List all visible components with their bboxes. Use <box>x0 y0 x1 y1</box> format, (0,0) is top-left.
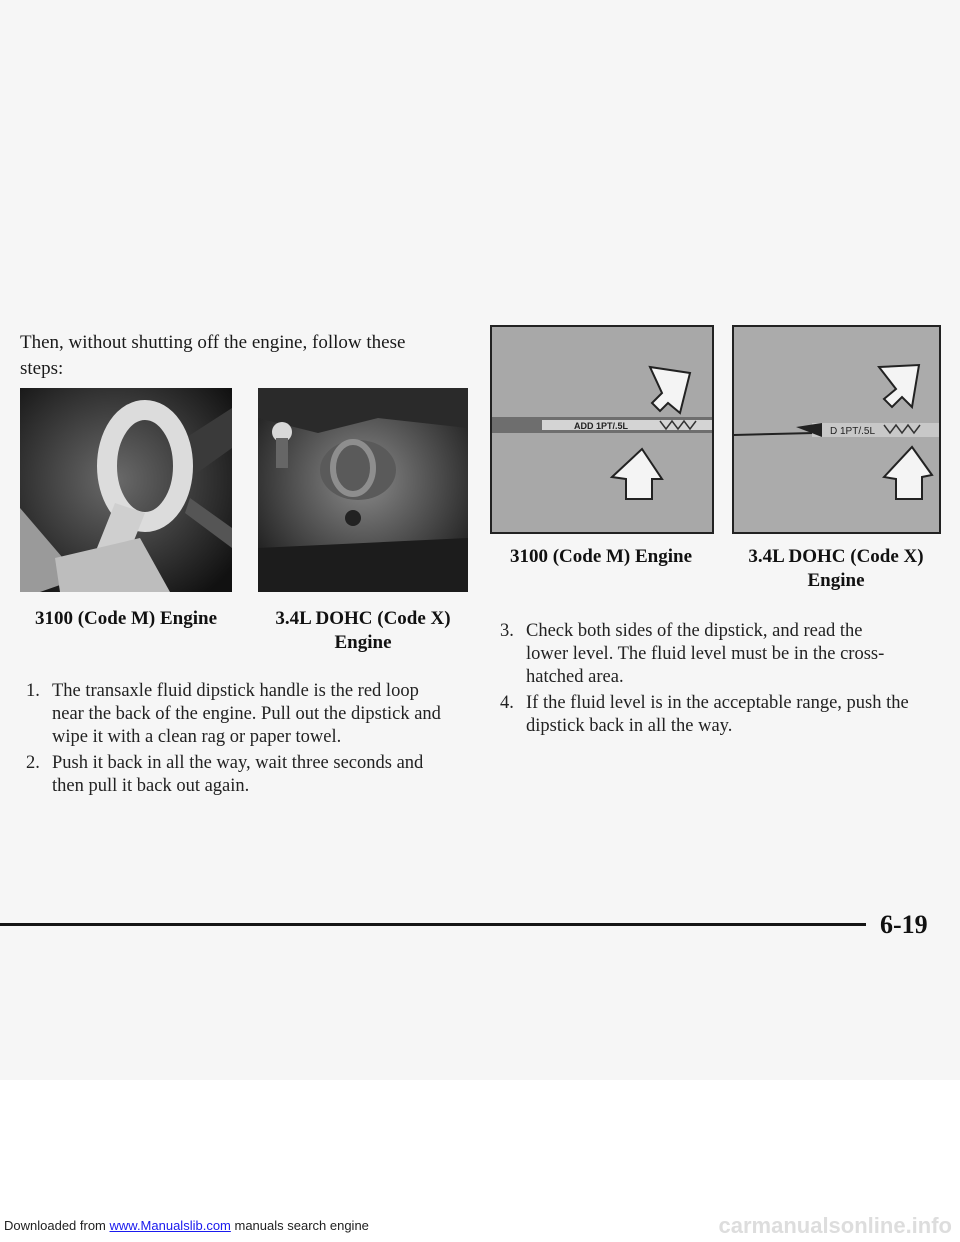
step-text: If the fluid level is in the acceptable range, push the dipstick back in all the way. <box>526 693 909 736</box>
step-number: 1. <box>26 681 40 701</box>
dipstick-level-photo-code-x <box>732 325 941 534</box>
dipstick-level-photo-code-m <box>490 325 714 534</box>
footer-prefix: Downloaded from <box>4 1218 110 1233</box>
footer-rule <box>0 923 866 926</box>
step-3 <box>500 620 900 689</box>
intro-text: Then, without shutting off the engine, follow these steps: <box>20 332 406 379</box>
step-number: 3. <box>500 621 514 641</box>
step-4 <box>500 692 930 738</box>
caption-right-code-x: 3.4L DOHC (Code X) Engine <box>748 546 924 591</box>
dipstick-handle-photo-code-m <box>20 388 232 592</box>
footer-suffix: manuals search engine <box>230 1218 369 1233</box>
step-text: Check both sides of the dipstick, and read the lower level. The fluid level must be in the cross-hatched area. <box>526 621 885 687</box>
caption-left-code-x: 3.4L DOHC (Code X) Engine <box>275 608 451 653</box>
step-number: 2. <box>26 753 40 773</box>
step-2 <box>26 752 454 798</box>
dipstick-label-code-m: ADD 1PT/.5L <box>574 421 629 431</box>
step-text: Push it back in all the way, wait three seconds and then pull it back out again. <box>52 753 424 796</box>
download-footer <box>4 1218 369 1233</box>
page-number: 6-19 <box>880 910 928 939</box>
dipstick-label-code-x: D 1PT/.5L <box>830 426 876 437</box>
step-1 <box>26 680 454 749</box>
caption-left-code-m: 3100 (Code M) Engine <box>34 608 218 629</box>
manualslib-link[interactable]: www.Manualslib.com <box>109 1218 231 1233</box>
step-number: 4. <box>500 693 514 713</box>
step-text: The transaxle fluid dipstick handle is the red loop near the back of the engine. Pull out the dipstick and wipe it with a clean rag or paper towel. <box>52 681 441 747</box>
caption-right-code-m: 3100 (Code M) Engine <box>509 546 693 567</box>
dipstick-handle-photo-code-x <box>258 388 468 592</box>
watermark-logo: carmanualsonline.info <box>718 1213 952 1238</box>
